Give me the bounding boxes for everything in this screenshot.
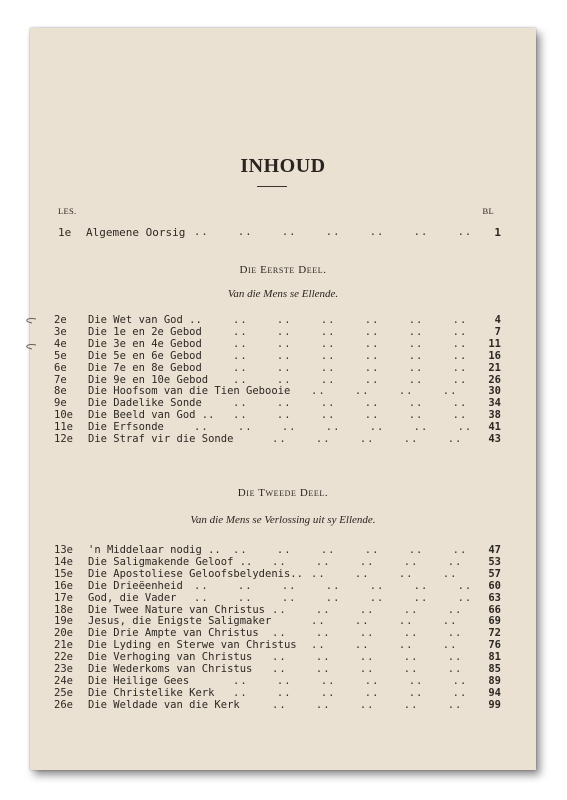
leader-dots: .. .. .. .. ..	[272, 698, 463, 711]
lesson-title: Die Drieëenheid	[88, 579, 183, 592]
lesson-number: 24e	[54, 674, 73, 687]
leader-dots: .. .. .. .. .. ..	[233, 373, 468, 386]
page-number: 4	[494, 314, 501, 326]
page-number: 16	[488, 349, 501, 362]
page-number: 72	[488, 627, 501, 640]
title-rule	[257, 186, 287, 187]
lesson-number: 7e	[54, 373, 67, 386]
lesson-title: Die 3e en 4e Gebod	[88, 337, 202, 350]
leader-dots: .. .. .. .. ..	[272, 603, 463, 616]
lesson-title: Die Straf vir die Sonde	[88, 433, 234, 445]
part-heading-1: Die Eerste Deel.	[239, 264, 327, 276]
page-number: 30	[488, 385, 501, 398]
leader-dots: .. .. .. .. .. ..	[233, 349, 468, 362]
leader-dots: .. .. .. .. .. ..	[233, 674, 468, 687]
leader-dots: .. .. .. ..	[311, 639, 458, 652]
leader-dots: .. .. .. .. .. ..	[233, 544, 468, 556]
page-number: 38	[488, 409, 501, 422]
page-number: 47	[488, 544, 501, 556]
lesson-title: God, die Vader	[88, 591, 177, 604]
book-page	[30, 28, 536, 770]
page-number: 43	[488, 433, 501, 445]
lesson-title: Die Beeld van God ..	[88, 409, 215, 422]
lesson-number: 26e	[54, 698, 73, 711]
lesson-number: 23e	[54, 663, 73, 675]
column-header-les: LES.	[58, 206, 77, 216]
lesson-number: 22e	[54, 651, 73, 664]
leader-dots: .. .. .. .. .. .. ..	[194, 591, 473, 604]
page-number: 76	[488, 639, 501, 652]
lesson-number: 10e	[54, 409, 73, 422]
lesson-number: 25e	[54, 686, 73, 699]
lesson-number: 12e	[54, 433, 73, 445]
lesson-number: 21e	[54, 639, 73, 652]
page-number: 57	[488, 567, 501, 580]
lesson-title: Die Wederkoms van Christus	[88, 663, 253, 675]
lesson-number: 1e	[58, 226, 72, 239]
lesson-number: 4e	[54, 337, 67, 350]
lesson-title: 'n Middelaar nodig ..	[88, 544, 221, 556]
lesson-number: 9e	[54, 397, 67, 410]
lesson-title: Die Apostoliese Geloofsbelydenis..	[88, 567, 303, 580]
leader-dots: .. .. .. ..	[311, 385, 458, 398]
page-number: 11	[488, 337, 501, 350]
lesson-title: Die 5e en 6e Gebod	[88, 349, 202, 362]
lesson-title: Die Twee Nature van Christus	[88, 603, 266, 616]
leader-dots: .. .. .. .. .. .. ..	[194, 421, 473, 434]
leader-dots: .. .. .. ..	[311, 567, 458, 580]
lesson-number: 3e	[54, 325, 67, 338]
toc-entry-intro	[30, 226, 536, 239]
lesson-number: 6e	[54, 361, 67, 374]
column-header-bl: BL	[482, 206, 494, 216]
leader-dots: .. .. .. .. .. .. ..	[194, 226, 473, 238]
page-number: 26	[488, 373, 501, 386]
lesson-number: 13e	[54, 544, 73, 556]
lesson-title: Die Verhoging van Christus	[88, 651, 253, 664]
leader-dots: .. .. .. .. ..	[272, 651, 463, 664]
page-number: 53	[488, 555, 501, 568]
toc-entry	[30, 699, 536, 712]
lesson-number: 14e	[54, 555, 73, 568]
page-number: 1	[494, 226, 501, 239]
leader-dots: .. .. .. ..	[311, 615, 458, 628]
lesson-title: Die Erfsonde	[88, 421, 164, 434]
lesson-title: Jesus, die Enigste Saligmaker	[88, 615, 272, 628]
page-number: 34	[488, 397, 501, 410]
page-number: 89	[488, 674, 501, 687]
lesson-number: 16e	[54, 579, 73, 592]
page-title: INHOUD	[240, 155, 326, 177]
lesson-title: Die 7e en 8e Gebod	[88, 361, 202, 374]
leader-dots: .. .. .. .. .. ..	[233, 314, 468, 326]
page-number: 41	[488, 421, 501, 434]
lesson-title: Die Dadelike Sonde	[88, 397, 202, 410]
leader-dots: .. .. .. .. .. ..	[233, 337, 468, 350]
lesson-title: Die Hoofsom van die Tien Gebooie	[88, 385, 291, 398]
lesson-title: Algemene Oorsig	[86, 226, 186, 239]
leader-dots: .. .. .. .. .. .. ..	[194, 579, 473, 592]
lesson-number: 19e	[54, 615, 73, 628]
page-number: 66	[488, 603, 501, 616]
lesson-title: Die 1e en 2e Gebod	[88, 325, 202, 338]
lesson-number: 15e	[54, 567, 73, 580]
lesson-title: Die Saligmakende Geloof ..	[88, 555, 253, 568]
lesson-title: Die Heilige Gees	[88, 674, 190, 687]
leader-dots: .. .. .. .. ..	[272, 433, 463, 445]
lesson-title: Die 9e en 10e Gebod	[88, 373, 209, 386]
leader-dots: .. .. .. .. ..	[272, 627, 463, 640]
leader-dots: .. .. .. .. .. ..	[233, 325, 468, 338]
lesson-title: Die Wet van God ..	[88, 314, 202, 326]
lesson-number: 11e	[54, 421, 73, 434]
lesson-number: 2e	[54, 314, 67, 326]
lesson-number: 8e	[54, 385, 67, 398]
leader-dots: .. .. .. .. .. ..	[233, 397, 468, 410]
page-number: 60	[488, 579, 501, 592]
page-number: 81	[488, 651, 501, 664]
page-number: 94	[488, 686, 501, 699]
lesson-number: 5e	[54, 349, 67, 362]
part-subtitle-2: Van die Mens se Verlossing uit sy Ellende.	[190, 514, 376, 526]
page-number: 7	[494, 325, 501, 338]
lesson-title: Die Drie Ampte van Christus	[88, 627, 259, 640]
leader-dots: .. .. .. .. .. ..	[233, 409, 468, 422]
leader-dots: .. .. .. .. ..	[272, 555, 463, 568]
leader-dots: .. .. .. .. .. ..	[233, 361, 468, 374]
leader-dots: .. .. .. .. .. ..	[233, 686, 468, 699]
page-number: 85	[488, 663, 501, 675]
lesson-title: Die Christelike Kerk	[88, 686, 215, 699]
lesson-title: Die Lyding en Sterwe van Christus	[88, 639, 297, 652]
page-number: 63	[488, 591, 501, 604]
leader-dots: .. .. .. .. ..	[272, 663, 463, 675]
lesson-title: Die Weldade van die Kerk	[88, 698, 240, 711]
toc-entry	[30, 433, 536, 446]
part-subtitle-1: Van die Mens se Ellende.	[227, 288, 339, 300]
page-number: 99	[488, 698, 501, 711]
lesson-number: 17e	[54, 591, 73, 604]
page-number: 21	[488, 361, 501, 374]
lesson-number: 18e	[54, 603, 73, 616]
lesson-number: 20e	[54, 627, 73, 640]
page-number: 69	[488, 615, 501, 628]
part-heading-2: Die Tweede Deel.	[237, 487, 329, 499]
